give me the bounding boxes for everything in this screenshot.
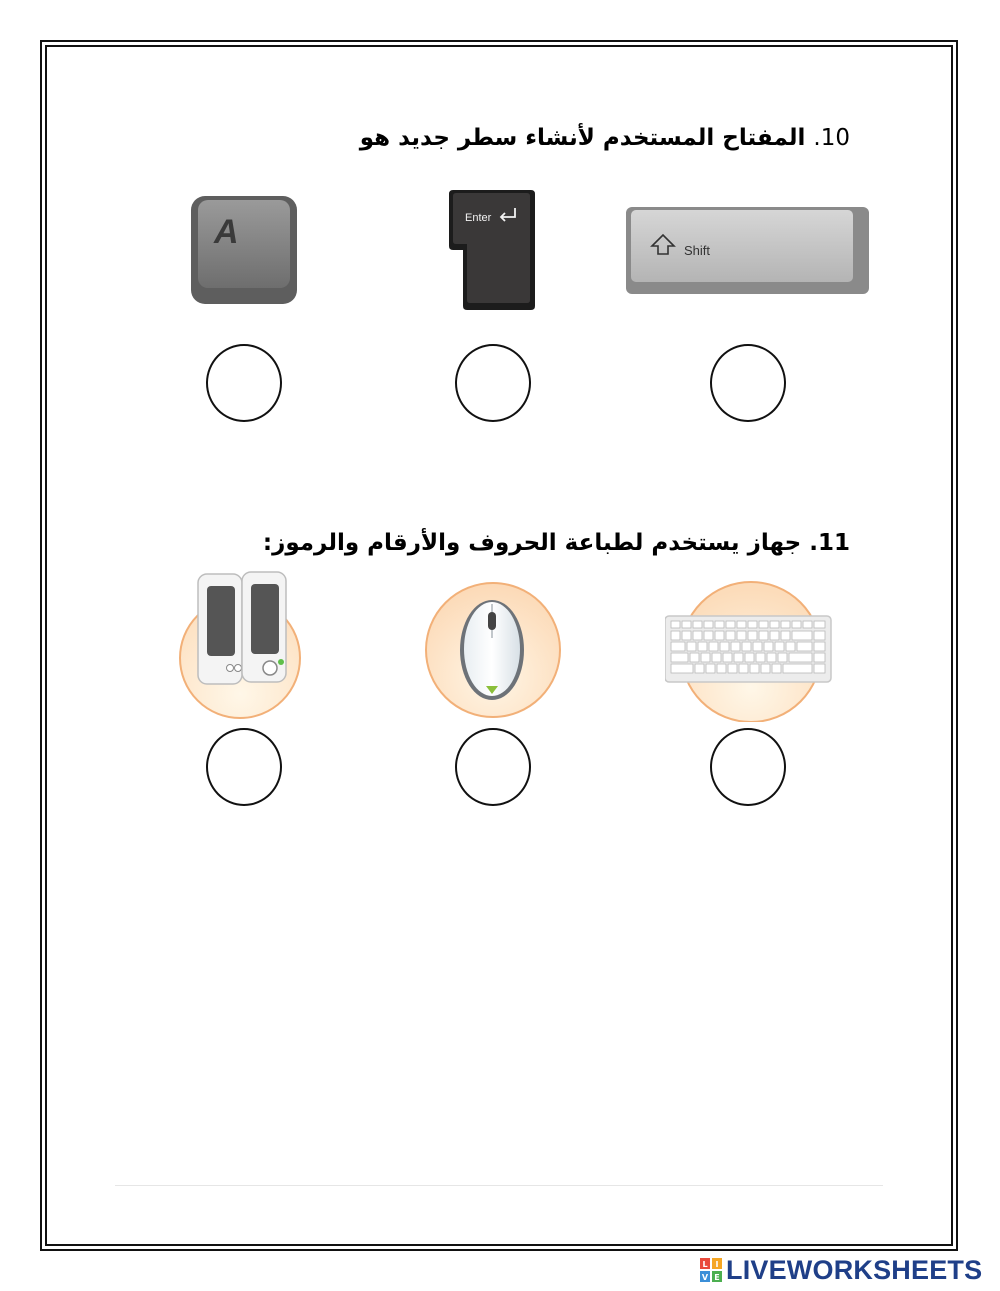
enter-key-label: Enter <box>465 212 492 224</box>
keyboard-icon[interactable] <box>665 580 835 722</box>
svg-text:E: E <box>714 1273 720 1282</box>
enter-key-icon[interactable] <box>445 188 538 314</box>
liveworksheets-brand[interactable] <box>700 1254 982 1286</box>
shift-key-icon[interactable] <box>625 206 870 296</box>
svg-text:I: I <box>715 1260 719 1269</box>
answer-circle-q11-mouse[interactable] <box>455 728 531 806</box>
question-10-prompt: المفتاح المستخدم لأنشاء سطر جديد هو <box>359 125 806 151</box>
question-11-prompt: جهاز يستخدم لطباعة الحروف والأرقام والرموز: <box>262 530 802 556</box>
question-10-text <box>360 125 850 151</box>
answer-circle-q10-enter-key[interactable] <box>455 344 531 422</box>
question-11-text <box>263 530 850 556</box>
svg-text:L: L <box>702 1260 708 1269</box>
a-key-label: A <box>214 213 239 251</box>
answer-circle-q11-keyboard[interactable] <box>710 728 786 806</box>
shift-key-label: Shift <box>684 243 711 258</box>
mouse-icon[interactable] <box>423 580 563 720</box>
letter-a-key-icon[interactable] <box>190 195 298 305</box>
speakers-icon[interactable] <box>178 570 306 722</box>
liveworksheets-logo-icon <box>700 1258 722 1282</box>
answer-circle-q10-shift-key[interactable] <box>710 344 786 422</box>
answer-circle-q10-a-key[interactable] <box>206 344 282 422</box>
brand-name: LIVEWORKSHEETS <box>726 1254 983 1285</box>
question-10-number: 10. <box>813 125 850 151</box>
svg-text:V: V <box>701 1273 709 1282</box>
footer-divider <box>115 1185 883 1186</box>
question-11-number: 11. <box>809 530 850 556</box>
answer-circle-q11-speakers[interactable] <box>206 728 282 806</box>
